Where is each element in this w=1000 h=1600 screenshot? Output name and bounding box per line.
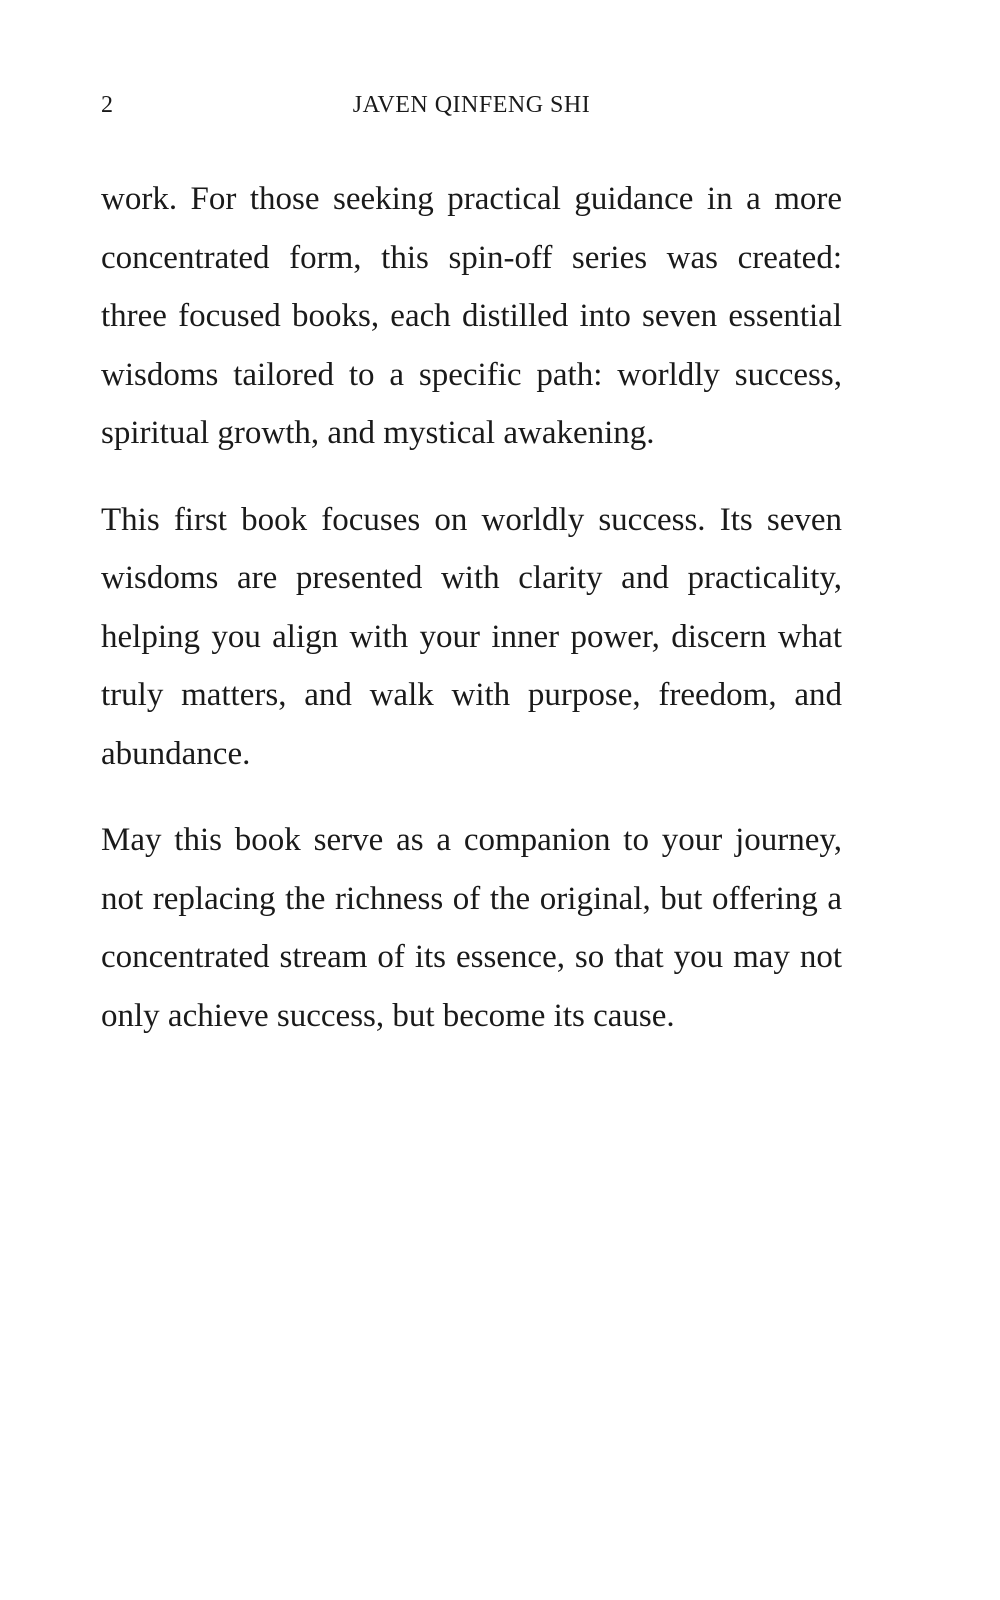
- page-number: 2: [101, 92, 113, 118]
- paragraph-1: work. For those seeking practical guidance in a more concentrated form, this spin-off series was created: three focused books, each distilled into seven essential wisdoms tailored to a specific path: worldly success, spiritual growth, and mystical awakening.: [101, 181, 842, 451]
- body-text: [101, 170, 842, 1073]
- paragraph-2: This first book focuses on worldly success. Its seven wisdoms are presented with clarity and practicality, helping you align with your inner power, discern what truly matters, and walk with purpose, freedom, and abundance.: [101, 501, 842, 772]
- running-title: JAVEN QINFENG SHI: [352, 92, 591, 118]
- paragraph-3: May this book serve as a companion to your journey, not replacing the richness of the original, but offering a concentrated stream of its essence, so that you may not only achieve success, but become its cause.: [101, 822, 842, 1034]
- running-header: [101, 88, 842, 122]
